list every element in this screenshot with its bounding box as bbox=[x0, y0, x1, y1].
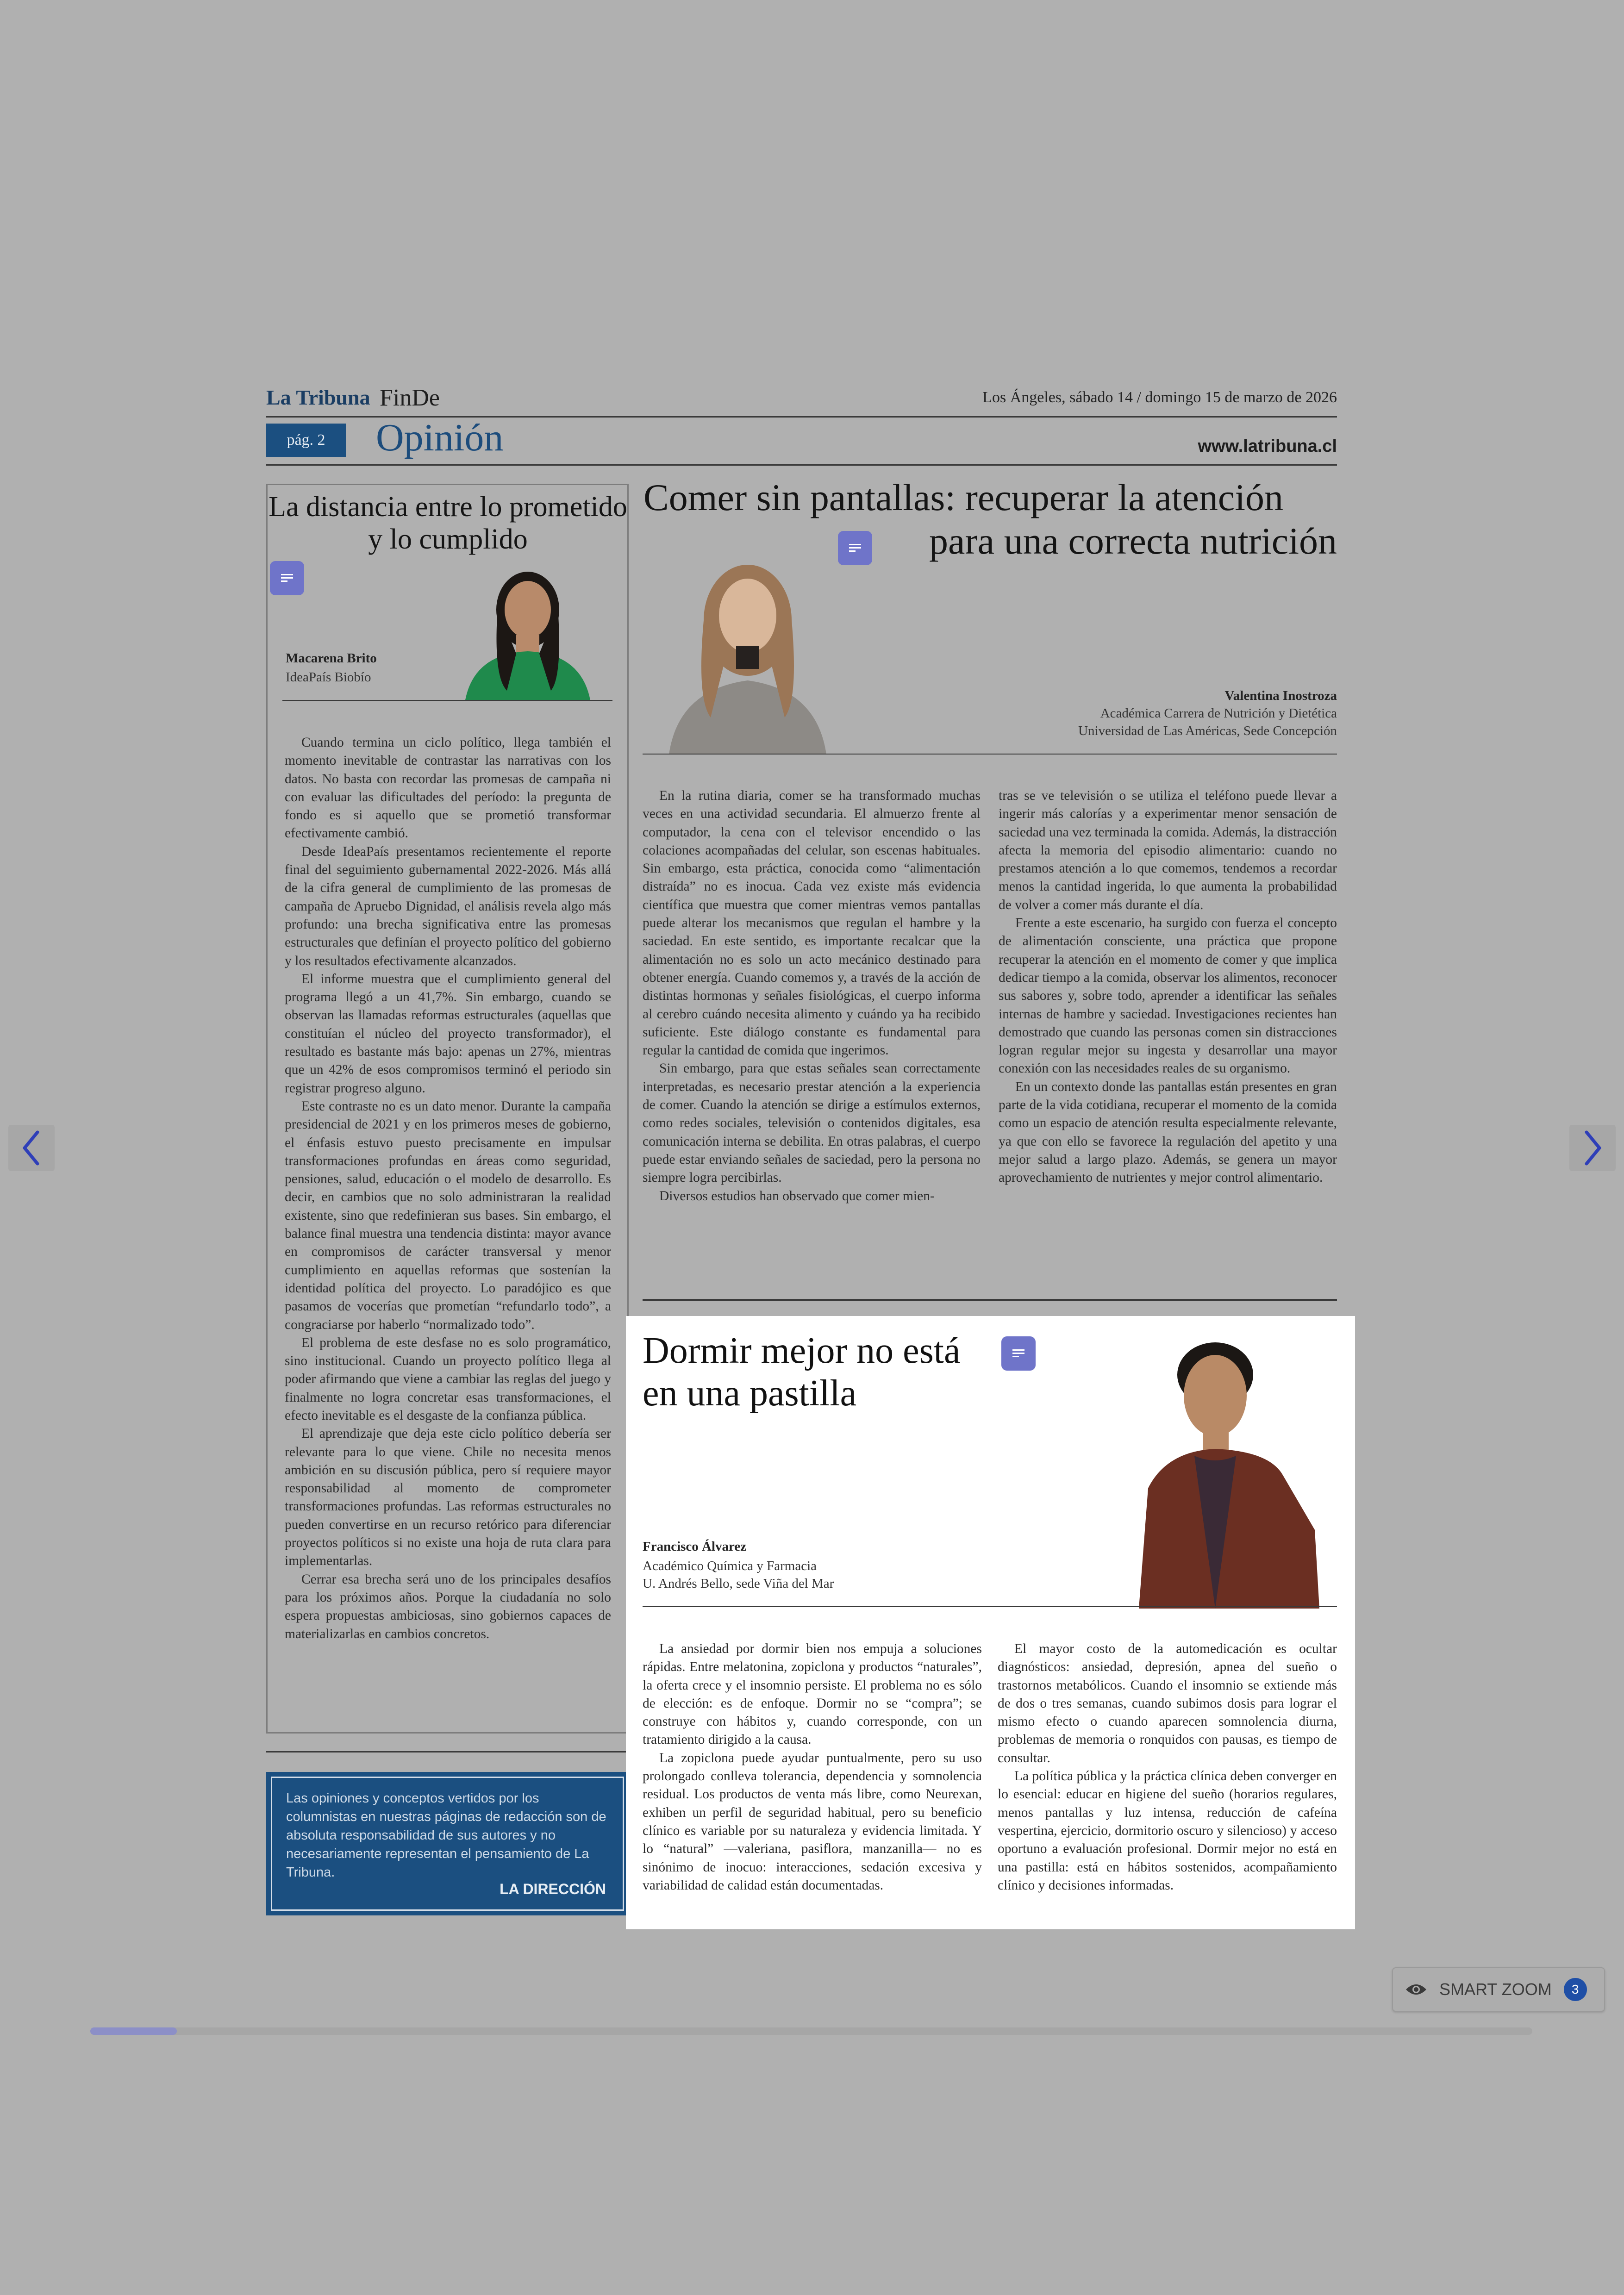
eye-icon bbox=[1405, 1982, 1427, 1997]
paragraph: La ansiedad por dormir bien nos empuja a soluciones rápidas. Entre melatonina, zopiclona y productos “naturales”, la oferta crece y el insomnio persiste. El problema no es sólo de elección: es de enfoque. Dormir no se “compra”; se construye con hábitos y, cuando corresponde, con un tratamiento dirigido a la causa. bbox=[643, 1641, 982, 1747]
bottom-article-col1 bbox=[643, 1640, 982, 1895]
bottom-article-divider bbox=[643, 1606, 1337, 1607]
top-author-name: Valentina Inostroza bbox=[1224, 688, 1337, 703]
document-note-icon[interactable] bbox=[1001, 1336, 1036, 1371]
top-article-col1 bbox=[643, 787, 981, 1205]
page-label: pág. 2 bbox=[266, 424, 346, 457]
document-note-icon[interactable] bbox=[270, 561, 304, 595]
website-url: www.latribuna.cl bbox=[1198, 437, 1337, 456]
section-divider bbox=[266, 464, 1337, 466]
paragraph: tras se ve televisión o se utiliza el teléfono puede llevar a ingerir más calorías y a experimentar menor sensación de saciedad una vez terminada la comida. Además, la distracción afecta la memoria del episodio alimentario: cuando no prestamos atención a lo que comemos, tendemos a recordar menos la cantidad ingerida, lo que aumenta la probabilidad de volver a comer más durante el día. bbox=[999, 788, 1337, 912]
page-progress-fill bbox=[90, 2027, 177, 2035]
paragraph: El informe muestra que el cumplimiento general del programa llegó a un 41,7%. Sin embargo, cuando se observan las llamadas reformas estructurales (aquellas que constituían el núcleo del proyecto transformador), el resultado es bastante más bajo: apenas un 27%, mientras que un 42% de esos compromisos terminó el periodo sin registrar progreso alguno. bbox=[285, 971, 611, 1096]
chevron-left-icon bbox=[20, 1129, 43, 1166]
smart-zoom-count-badge: 3 bbox=[1564, 1978, 1587, 2001]
disclaimer-box bbox=[266, 1772, 629, 1915]
paragraph: Este contraste no es un dato menor. Durante la campaña presidencial de 2021 y en los primeros meses de gobierno, el énfasis estuvo puesto precisamente en impulsar transformaciones profundas en áreas como seguridad, pensiones, salud, educación o el modelo de desarrollo. Es decir, en cambios que no solo administraran la realidad existente, sino que redefinieran sus bases. Sin embargo, el balance final muestra una tendencia distinta: mayor avance en compromisos de carácter transversal y menor cumplimiento en aquellas reformas que sostenían la identidad política del proyecto. Lo paradójico es que pasamos de vocerías que prometían “refundarlo todo”, a congraciarse por haberlo “normalizado todo”. bbox=[285, 1098, 611, 1332]
top-author-affiliation-2: Universidad de Las Américas, Sede Concepción bbox=[1078, 723, 1337, 738]
top-article-col2 bbox=[999, 787, 1337, 1187]
bottom-title-line2: en una pastilla bbox=[643, 1373, 857, 1414]
bottom-article-title bbox=[643, 1329, 960, 1415]
paragraph: El problema de este desfase no es solo programático, sino institucional. Cuando un proyecto político llega al poder afirmando que viene a cambiar las reglas del juego y finalmente no logra concretar esas transformaciones, el efecto inevitable es el desgaste de la confianza pública. bbox=[285, 1335, 611, 1423]
paragraph: Cuando termina un ciclo político, llega también el momento inevitable de contrastar las narrativas con los datos. No basta con recordar las promesas de campaña ni con evaluar las dificultades del período: la pregunta de fondo es si aquello que se prometió transformar efectivamente cambió. bbox=[285, 735, 611, 841]
author-photo-macarena bbox=[447, 561, 609, 700]
paragraph: En un contexto donde las pantallas están presentes en gran parte de la vida cotidiana, recuperar el momento de la comida como un espacio de atención resulta especialmente relevante, ya que con ello se favorece la regulación del apetito y una mejor salud a largo plazo. Además, se genera un mayor aprovechamiento de nutrientes y mejor control alimentario. bbox=[999, 1079, 1337, 1185]
bottom-author-affiliation-2: U. Andrés Bello, sede Viña del Mar bbox=[643, 1576, 834, 1591]
prev-page-button[interactable] bbox=[8, 1125, 55, 1171]
disclaimer-inner bbox=[271, 1777, 624, 1911]
top-article-divider bbox=[643, 754, 1337, 755]
disclaimer-text: Las opiniones y conceptos vertidos por los columnistas en nuestras páginas de redacción son de absoluta responsabilidad de sus autores y no necesariamente representan el pensamiento de La Tribuna. bbox=[286, 1791, 606, 1880]
document-note-icon[interactable] bbox=[838, 531, 872, 565]
author-photo-francisco bbox=[1130, 1335, 1326, 1609]
supplement-name: FinDe bbox=[380, 385, 440, 411]
paragraph: El aprendizaje que deja este ciclo político debería ser relevante para lo que viene. Chile no necesita menos ambición en su discusión pública, pero sí requiere mayor responsabilidad al momento de comprometer transformaciones profundas. Las reformas estructurales no pueden convertirse en un recurso retórico para diferenciar proyectos políticos si no existe una hoja de ruta clara para implementarlas. bbox=[285, 1426, 611, 1569]
paragraph: La política pública y la práctica clínica deben converger en lo esencial: educar en higiene del sueño (horarios regulares, menos pantallas y luz intensa, reducción de cafeína vespertina, ejercicio, dormitorio oscuro y silencioso) y acceso oportuno a evaluación profesional. Dormir mejor no está en una pastilla: está en hábitos sostenidos, acompañamiento clínico y decisiones informadas. bbox=[998, 1769, 1337, 1893]
bottom-author-affiliation-1: Académico Química y Farmacia bbox=[643, 1559, 817, 1573]
section-title: Opinión bbox=[376, 416, 504, 459]
left-author-name: Macarena Brito bbox=[286, 651, 377, 666]
chevron-right-icon bbox=[1581, 1129, 1604, 1166]
author-photo-valentina bbox=[655, 551, 840, 755]
bottom-author-name: Francisco Álvarez bbox=[643, 1539, 747, 1554]
disclaimer-signature: LA DIRECCIÓN bbox=[500, 1881, 606, 1897]
top-title-line2: para una correcta nutrición bbox=[929, 520, 1337, 562]
bottom-title-line1: Dormir mejor no está bbox=[643, 1330, 961, 1371]
top-author-affiliation-1: Académica Carrera de Nutrición y Dietética bbox=[1100, 706, 1337, 721]
left-bottom-divider bbox=[266, 1751, 629, 1752]
paragraph: Cerrar esa brecha será uno de los principales desafíos para los próximos años. Porque la ciudadanía no solo espera propuestas ambiciosas, sino gobiernos capaces de materializarlas en cambios concretos. bbox=[285, 1572, 611, 1641]
next-page-button[interactable] bbox=[1569, 1125, 1616, 1171]
brand-logo: La Tribuna bbox=[266, 386, 370, 409]
left-article-divider bbox=[282, 700, 612, 701]
paragraph: En la rutina diaria, comer se ha transformado muchas veces en una actividad secundaria. El almuerzo frente al computador, la cena con el televisor encendido o las colaciones acompañadas del celular, son escenas habituales. Sin embargo, esta práctica, conocida como “alimentación distraída” no es inocua. Cada vez existe más evidencia científica que muestra que comer mientras vemos pantallas puede alterar los mecanismos que regulan el hambre y la saciedad. En este sentido, es importante recalcar que la alimentación no es solo un acto mecánico destinado para obtener energía. Cuando comemos y, a través de la acción de distintas hormonas y señales fisiológicas, el cuerpo informa al cerebro cuándo necesita alimento y cuándo ya ha recibido suficiente. Este diálogo constante es fundamental para regular la cantidad de comida que ingerimos. bbox=[643, 788, 981, 1058]
top-article-title bbox=[643, 476, 1337, 563]
smart-zoom-button[interactable] bbox=[1392, 1967, 1605, 2012]
smart-zoom-label: SMART ZOOM bbox=[1439, 1980, 1552, 1999]
paragraph: Desde IdeaPaís presentamos recientemente el reporte final del seguimiento gubernamental 2022-2026. Más allá de la cifra general de cumplimiento de las promesas de campaña de Apruebo Dignidad, el análisis revela algo más profundo: una brecha significativa entre las promesas estructurales que definían el proyecto político del gobierno y los resultados efectivamente alcanzados. bbox=[285, 844, 611, 968]
page-progress-track[interactable] bbox=[90, 2027, 1532, 2035]
top-article-end-rule bbox=[643, 1299, 1337, 1301]
paragraph: Sin embargo, para que estas señales sean correctamente interpretadas, es necesario prestar atención a la experiencia de comer. Cuando la atención se dirige a estímulos externos, como redes sociales, televisión o contenidos digitales, esa comunicación interna se debilita. En otras palabras, el cuerpo puede estar enviando señales de saciedad, pero la persona no siempre logra percibirlas. bbox=[643, 1061, 981, 1185]
paragraph: La zopiclona puede ayudar puntualmente, pero su uso prolongado conlleva tolerancia, dependencia y somnolencia residual. Los productos de venta más libre, como Neurexan, exhiben un perfil de seguridad habitual, pero su beneficio clínico es variable por su naturaleza y evidencia limitada. Y lo “natural” —valeriana, pasiflora, manzanilla— no es sinónimo de inocuo: interacciones, sedación excesiva y variabilidad de calidad están documentadas. bbox=[643, 1750, 982, 1893]
left-author-affiliation: IdeaPaís Biobío bbox=[286, 670, 371, 685]
top-title-line1: Comer sin pantallas: recuperar la atención bbox=[643, 476, 1284, 518]
left-article-title: La distancia entre lo prometido y lo cumplido bbox=[269, 491, 627, 555]
paragraph: El mayor costo de la automedicación es ocultar diagnósticos: ansiedad, depresión, apnea del sueño o trastornos metabólicos. Cuando el insomnio se extiende más de dos o tres semanas, cuando subimos dosis para lograr el mismo efecto o cuando aparecen somnolencia diurna, problemas de memoria o ronquidos con pausas, es tiempo de consultar. bbox=[998, 1641, 1337, 1765]
left-article-body bbox=[285, 734, 611, 1643]
paragraph: Diversos estudios han observado que comer mien- bbox=[659, 1188, 935, 1204]
issue-date: Los Ángeles, sábado 14 / domingo 15 de marzo de 2026 bbox=[982, 389, 1337, 406]
paragraph: Frente a este escenario, ha surgido con fuerza el concepto de alimentación consciente, una práctica que propone recuperar la atención en el momento de comer y que implica dedicar tiempo a la comida, observar los alimentos, reconocer sus sabores y, sobre todo, aprender a identificar las señales internas de hambre y saciedad. Investigaciones recientes han demostrado que cuando las personas comen sin distracciones logran regular mejor su ingesta y desarrollar una mayor conexión con las necesidades reales de su organismo. bbox=[999, 916, 1337, 1076]
bottom-article-col2 bbox=[998, 1640, 1337, 1895]
